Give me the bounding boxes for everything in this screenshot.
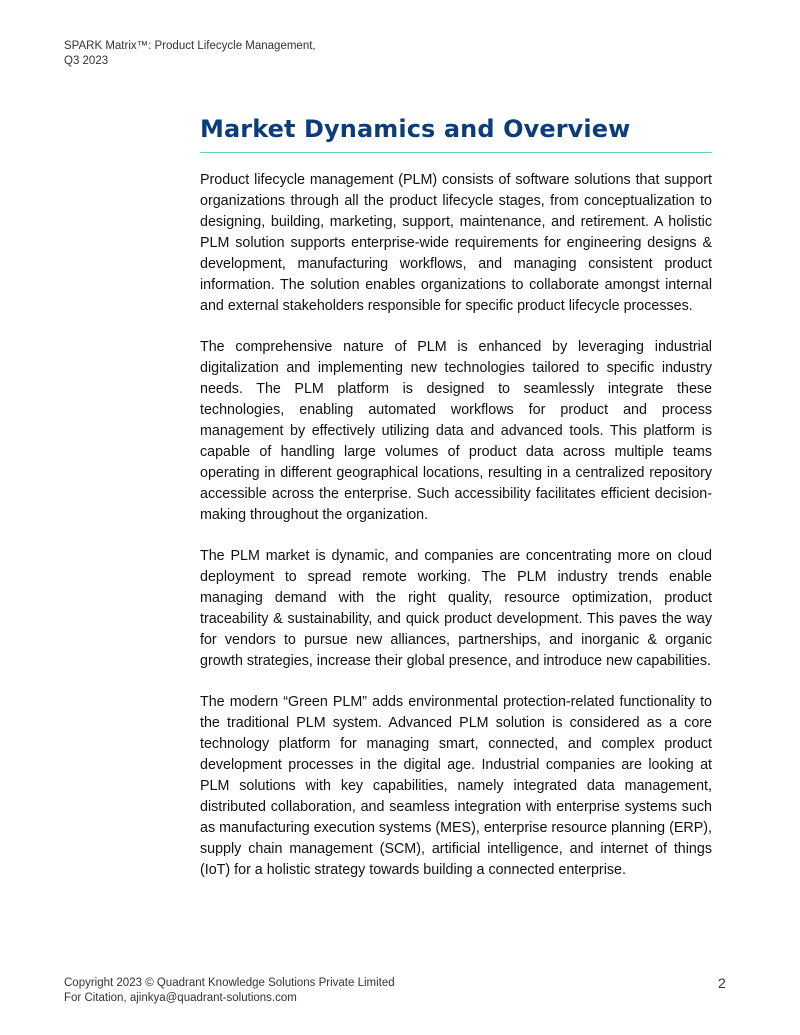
paragraph-plm-digitalization: The comprehensive nature of PLM is enhanced by leveraging industrial digitalization and implementing new technologies tailored to specific industry needs. The PLM platform is designed to seamlessly integrate these technologies, enabling automated workflows for product and process management by effectively utilizing data and advanced tools. This platform is capable of handling large volumes of product data across multiple teams operating in different geographical locations, resulting in a centralized repository accessible across the enterprise. Such accessibility facilitates efficient decision-making throughout the organization. (200, 339, 712, 523)
paragraph-plm-definition: Product lifecycle management (PLM) consists of software solutions that support organizations through all the product lifecycle stages, from conceptualization to designing, building, marketing, support, maintenance, and retirement. A holistic PLM solution supports enterprise-wide requirements for engineering designs & development, manufacturing workflows, and managing consistent product information. The solution enables organizations to collaborate amongst internal and external stakeholders responsible for specific product lifecycle processes. (200, 172, 712, 314)
footer-copyright: Copyright 2023 © Quadrant Knowledge Solutions Private Limited (64, 977, 395, 989)
page-footer (64, 976, 564, 1006)
page-number: 2 (718, 975, 726, 991)
paragraph-green-plm: The modern “Green PLM” adds environmental protection-related functionality to the traditional PLM system. Advanced PLM solution is considered as a core technology platform for managing smart, connected, and complex product development processes in the digital age. Industrial companies are looking at PLM solutions with key capabilities, namely integrated data management, distributed collaboration, and seamless integration with enterprise systems such as manufacturing execution systems (MES), enterprise resource planning (ERP), supply chain management (SCM), artificial intelligence, and internet of things (IoT) for a holistic strategy towards building a connected enterprise. (200, 694, 712, 878)
title-underline (200, 152, 712, 153)
header-report-title: SPARK Matrix™: Product Lifecycle Management, (64, 40, 316, 52)
footer-citation: For Citation, ajinkya@quadrant-solutions.com (64, 992, 297, 1004)
main-content (200, 110, 712, 901)
section-title: Market Dynamics and Overview (200, 115, 631, 143)
body-text (200, 170, 712, 881)
header-report-period: Q3 2023 (64, 55, 109, 67)
running-header (64, 39, 364, 69)
paragraph-plm-market-trends: The PLM market is dynamic, and companies are concentrating more on cloud deployment to spread remote working. The PLM industry trends enable managing demand with the right quality, resource optimization, product traceability & sustainability, and quick product development. This paves the way for vendors to pursue new alliances, partnerships, and inorganic & organic growth strategies, increase their global presence, and introduce new capabilities. (200, 548, 712, 669)
